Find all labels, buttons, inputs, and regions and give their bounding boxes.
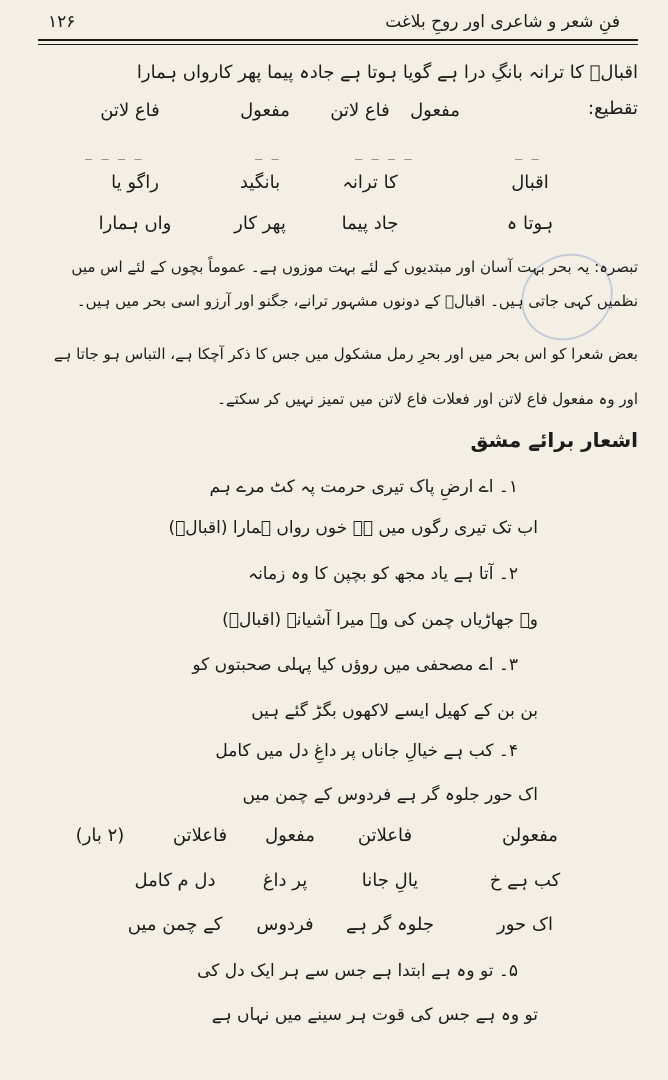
- exercise-4-line-2: اک حور جلوہ گر ہے فردوس کے چمن میں: [242, 785, 538, 805]
- taqti2-times: (۲ بار): [75, 825, 125, 846]
- taqti-foot-1: مفعول: [410, 100, 460, 121]
- tabsira-line-4: اور وہ مفعول فاع لاتن اور فعلات فاع لاتن میں تمیز نہیں کر سکتے۔: [217, 390, 638, 408]
- tabsira-line-1: تبصرہ: یہ بحر بہت آسان اور مبتدیوں کے لئے بہت موزوں ہے۔ عموماً بچوں کے لئے اس میں: [71, 258, 638, 276]
- taqti-foot-3: مفعول: [240, 100, 290, 121]
- scansion-mark: _ _: [515, 146, 540, 160]
- taqti-row1-1: اقبال: [511, 172, 549, 193]
- taqti-row1-3: بانگید: [239, 172, 281, 193]
- exercise-3-line-1: ۳۔ اے مصحفی میں روؤں کیا پہلی صحبتوں کو: [192, 655, 518, 675]
- taqti-row2-1: ہوتا ہ: [506, 213, 554, 234]
- exercise-1-line-2: اب تک تیری رگوں میں ہے خوں رواں ہمارا (اقبالؔ): [168, 518, 538, 538]
- scansion-mark: _ _ _ _: [355, 146, 413, 160]
- exercise-4-line-1: ۴۔ کب ہے خیالِ جاناں پر داغِ دل میں کامل: [215, 741, 518, 761]
- exercise-3-line-2: بن بن کے کھیل ایسے لاکھوں بگڑ گئے ہیں: [251, 701, 538, 721]
- taqti-row1-4: راگو یا: [111, 172, 159, 193]
- taqti2-foot-2: فاعلاتن: [357, 825, 413, 846]
- taqti-foot-2: فاع لاتن: [330, 100, 390, 121]
- header-rule: [38, 39, 638, 41]
- taqti-label: تقطیع:: [588, 98, 638, 119]
- exercise-1-line-1: ۱۔ اے ارضِ پاک تیری حرمت پہ کٹ مرے ہم: [209, 477, 518, 497]
- scansion-mark: _ _ _ _: [85, 146, 143, 160]
- taqti2-foot-4: فاعلاتن: [172, 825, 228, 846]
- taqti2-row1-1: کب ہے خ: [489, 870, 561, 891]
- taqti2-row1-4: دل م کامل: [134, 870, 216, 891]
- taqti2-foot-3: مفعول: [265, 825, 315, 846]
- verse-main: اقبالؔ کا ترانہ بانگِ درا ہے گویا ہوتا ہے جادہ پیما پھر کارواں ہمارا: [136, 62, 638, 83]
- exercise-heading: اشعار برائے مشق: [470, 428, 638, 452]
- taqti2-row1-2: یالِ جانا: [361, 870, 419, 891]
- exercise-2-line-1: ۲۔ آتا ہے یاد مجھ کو بچپن کا وہ زمانہ: [248, 564, 518, 584]
- taqti2-row2-3: فردوس: [256, 914, 314, 935]
- taqti2-row2-1: اک حور: [497, 914, 553, 935]
- exercise-5-line-2: تو وہ ہے جس کی قوت ہر سینے میں نہاں ہے: [211, 1005, 538, 1025]
- taqti2-row2-2: جلوہ گر ہے: [346, 914, 434, 935]
- tabsira-line-3: بعض شعرا کو اس بحر میں اور بحرِ رمل مشکول میں جس کا ذکر آچکا ہے، التباس ہو جاتا ہے: [53, 345, 638, 363]
- taqti2-row2-4: کے چمن میں: [127, 914, 223, 935]
- exercise-5-line-1: ۵۔ تو وہ ہے ابتدا ہے جس سے ہر ایک دل کی: [197, 961, 518, 981]
- taqti-row2-4: واں ہمارا: [98, 213, 172, 234]
- running-header-title: فنِ شعر و شاعری اور روحِ بلاغت: [385, 12, 620, 32]
- taqti-foot-4: فاع لاتن: [100, 100, 160, 121]
- taqti-row1-2: کا ترانہ: [342, 172, 398, 193]
- taqti-row2-2: جاد پیما: [341, 213, 399, 234]
- taqti-row2-3: پھر کار: [234, 213, 286, 234]
- taqti2-foot-1: مفعولن: [502, 825, 558, 846]
- page-number: ۱۲۶: [48, 12, 76, 32]
- tabsira-line-2: نظمیں کہی جاتی ہیں۔ اقبالؔ کے دونوں مشہور ترانے، جگنو اور آرزو اسی بحر میں ہیں۔: [76, 292, 638, 310]
- taqti2-row1-3: پر داغ: [262, 870, 308, 891]
- exercise-2-line-2: وہ جھاڑیاں چمن کی وہ میرا آشیانہ (اقبالؔ): [222, 610, 538, 630]
- scansion-mark: _ _: [255, 146, 280, 160]
- header-rule-thin: [38, 44, 638, 45]
